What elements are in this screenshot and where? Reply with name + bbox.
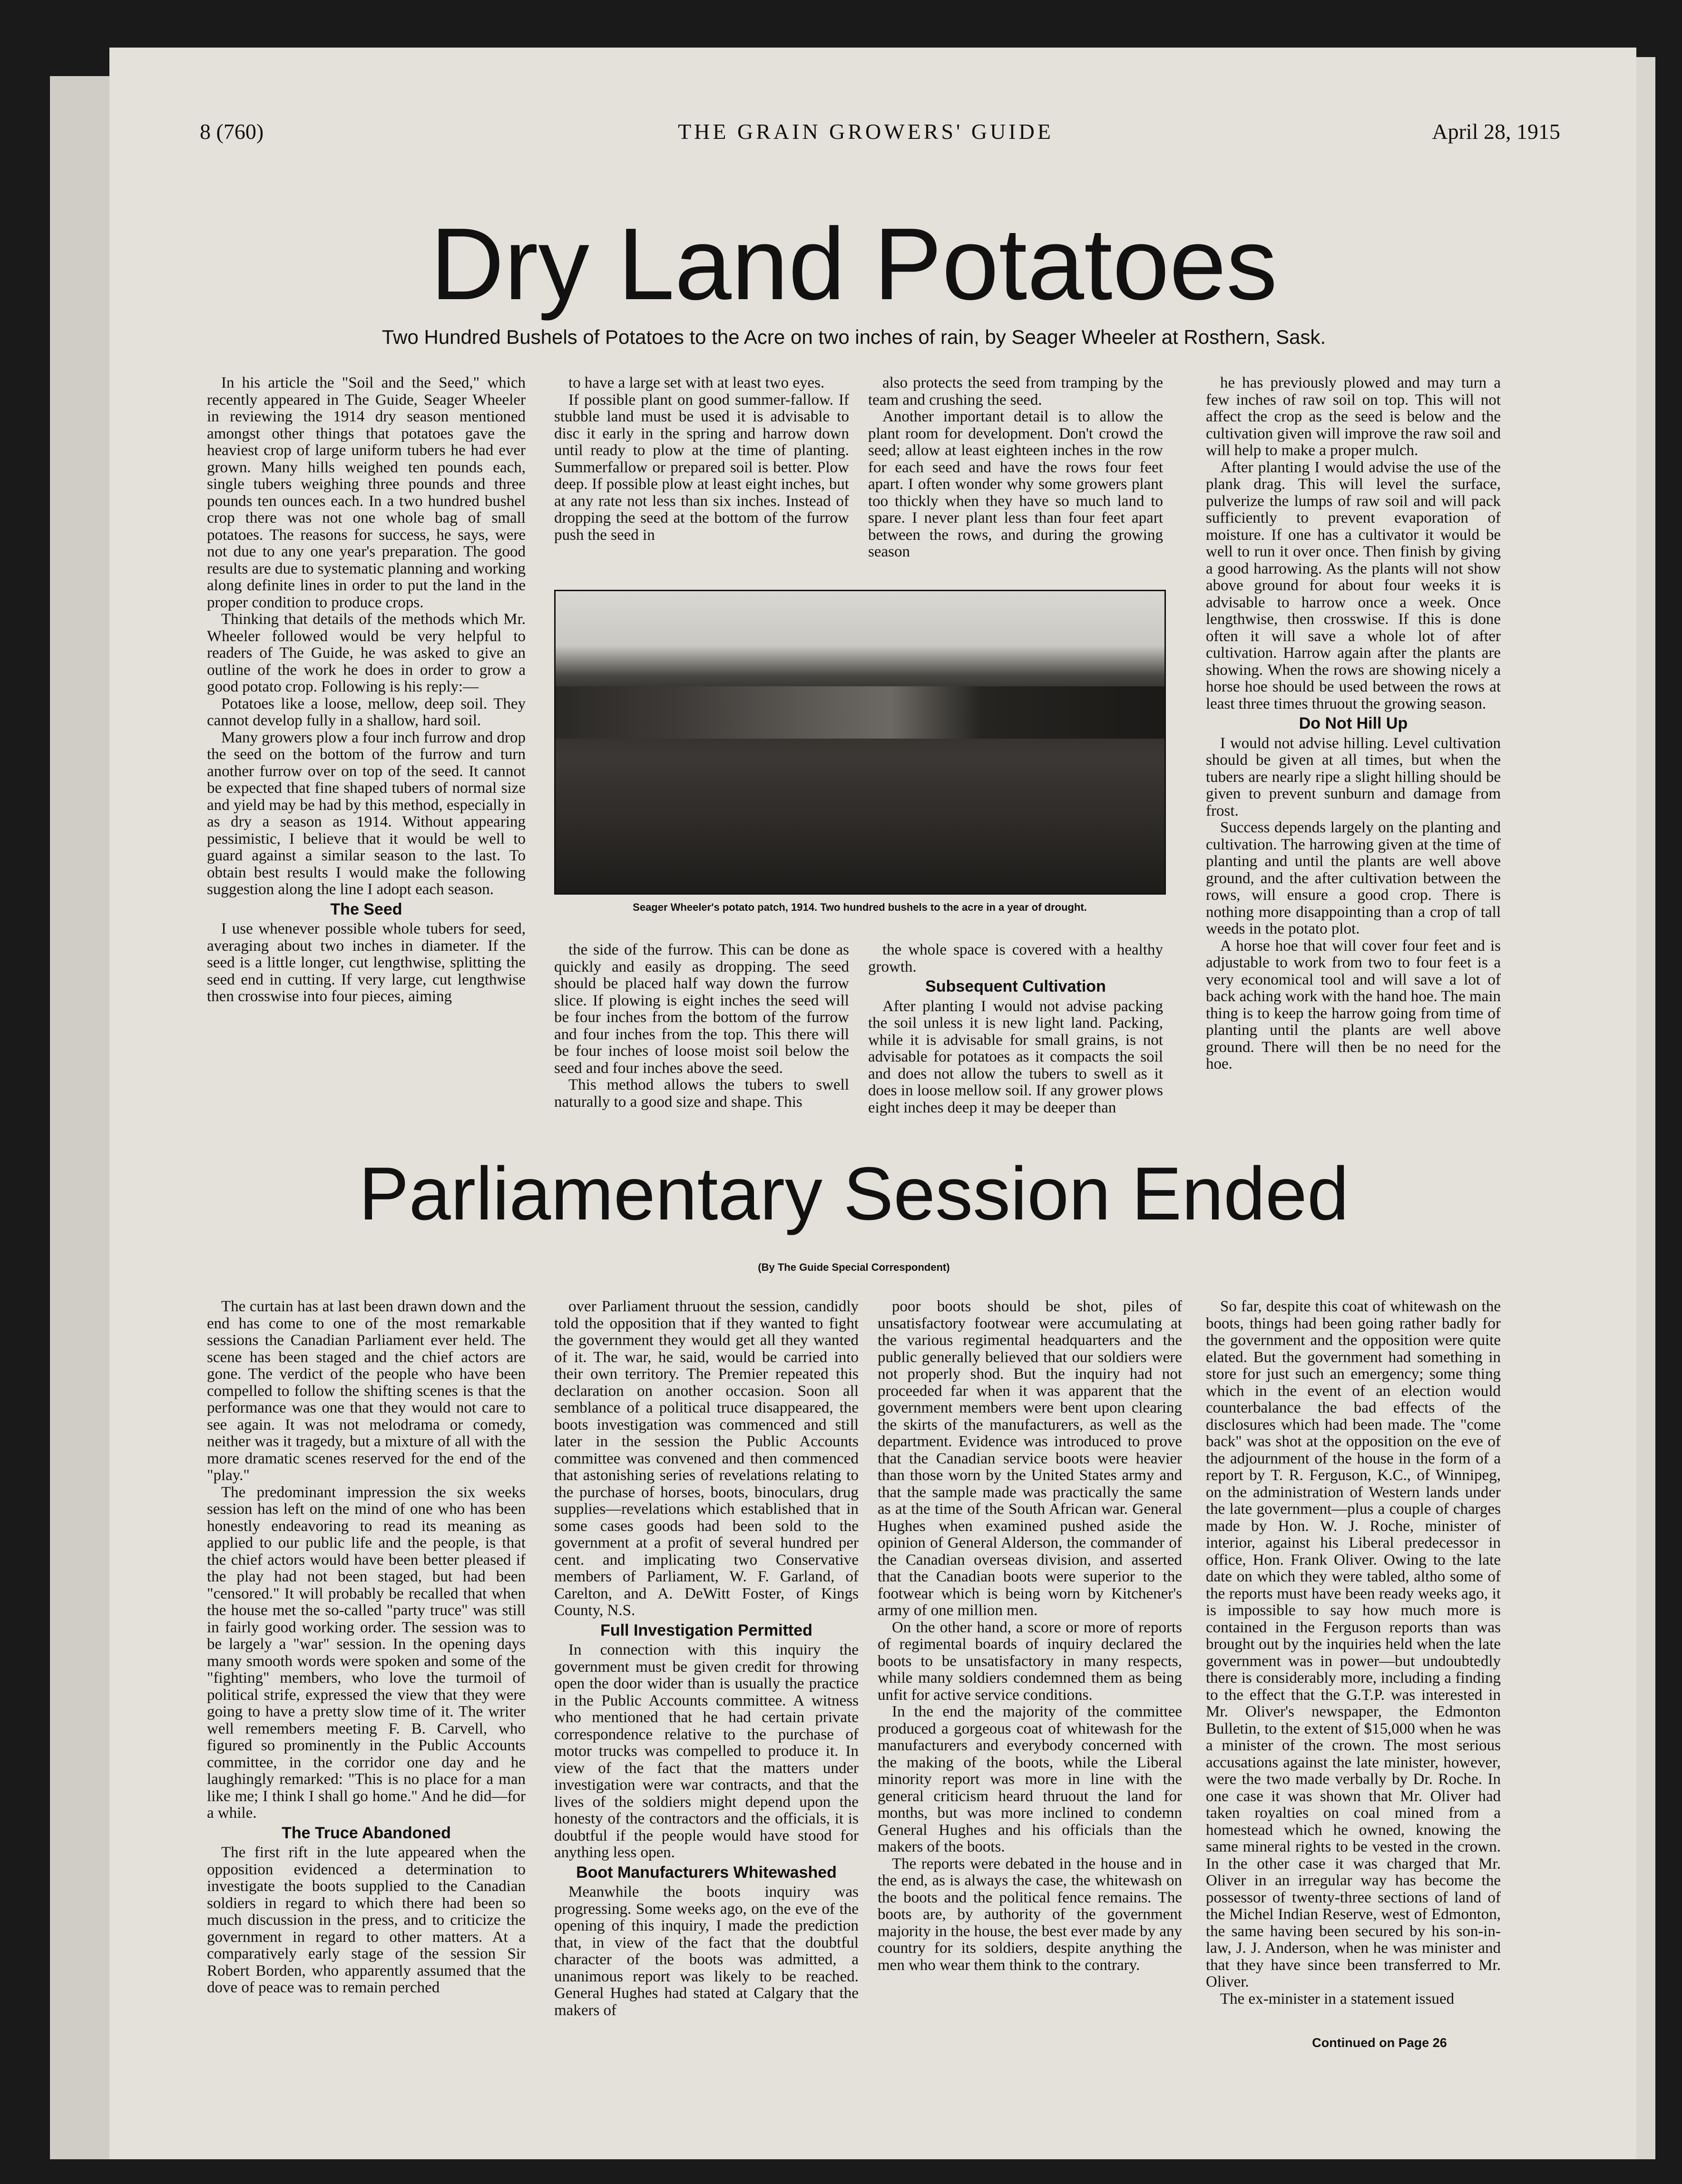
subheading-do-not-hill-up: Do Not Hill Up [1299,714,1408,732]
article1-column-4 [1206,375,1501,1141]
article2-column-1 [207,1298,526,2040]
paragraph: he has previously plowed and may turn a few inches of raw soil on top. This will not affect the crop as the seed is below and the cultivation given will improve the raw soil and will help to make a proper mulch. [1206,375,1501,459]
article2-column-3 [878,1298,1182,2040]
paragraph: I would not advise hilling. Level cultivation should be given at all times, but when the tubers are nearly ripe a slight hilling should be given to prevent sunburn and damage from frost. [1206,734,1501,819]
paragraph: In his article the "Soil and the Seed," which recently appeared in The Guide, Seager Wheeler in reviewing the 1914 dry season mentioned amongst other things that potatoes gave the heaviest crop of large uniform tubers he had ever grown. Many hills weighed ten pounds each, single tubers weighing three pounds and three pounds ten ounces each. In a two hundred bushel crop there was not one whole bag of small potatoes. The reasons for success, he says, were not due to any one year's preparation. The good results are due to systematic planning and working along definite lines in order to put the land in the proper condition to produce crops. [207,375,526,611]
article-byline: (By The Guide Special Correspondent) [758,1261,950,1273]
article2-column-4 [1206,1298,1501,2031]
paragraph: Success depends largely on the planting and cultivation. The harrowing given at the time of planting and until the plants are well above ground, and the after cultivation between the rows, will ensure a good crop. There is nothing more disappointing than a crop of tall weeds in the potato plot. [1206,819,1501,937]
paragraph: A horse hoe that will cover four feet and is adjustable to work from two to four feet is a very economical tool and will save a lot of back aching work with the hand hoe. The main thing is to keep the harrow going from time of planting until the plants are well above ground. There will then be no need for the hoe. [1206,937,1501,1072]
paragraph: This method allows the tubers to swell naturally to a good size and shape. This [554,1076,849,1111]
paragraph: The reports were debated in the house and in the end, as is always the case, the whitewash on the boots and the political fence remains. The boots are, by authority of the government majority in the house, the best ever made by any country for its soldiers, despite anything the men who wear them think to the contrary. [878,1855,1182,1974]
article-title-potatoes: Dry Land Potatoes [430,206,1278,321]
paragraph: Thinking that details of the methods which Mr. Wheeler followed would be very helpful to readers of The Guide, he was asked to give an outline of the work he does in order to grow a good potato crop. Following is his reply:— [207,611,526,695]
article-subtitle-potatoes: Two Hundred Bushels of Potatoes to the Acre on two inches of rain, by Seager Wheeler at Rosthern, Sask. [381,326,1326,348]
publication-name: THE GRAIN GROWERS' GUIDE [678,119,1054,144]
paragraph: over Parliament thruout the session, candidly told the opposition that if they wanted to fight the government they would get all they wanted of it. The war, he said, would be carried into their own territory. The Premier repeated this declaration on another occasion. Soon all semblance of a political truce disappeared, the boots investigation was commenced and still later in the session the Public Accounts committee was convened and then commenced that astonishing series of revelations relating to the purchase of horses, boots, binoculars, drug supplies—revelations which established that in some cases goods had been sold to the government at a profit of several hundred per cent. and implicating two Conservative members of Parliament, W. F. Garland, of Carelton, and A. DeWitt Foster, of Kings County, N.S. [554,1298,859,1619]
paragraph: also protects the seed from tramping by the team and crushing the seed. [868,375,1163,409]
photo-treeline [556,686,1164,739]
article1-column-3-bottom [868,942,1163,1141]
subheading-boot-manufacturers: Boot Manufacturers Whitewashed [576,1863,837,1882]
paragraph: Meanwhile the boots inquiry was progressing. Some weeks ago, on the eve of the opening of this inquiry, I made the prediction that, in view of the fact that the doubtful character of the boots was admitted, a unanimous report was likely to be reached. General Hughes had stated at Calgary that the makers of [554,1883,859,2019]
subheading-full-investigation: Full Investigation Permitted [600,1621,812,1639]
article1-column-3-top [868,375,1163,565]
paragraph: The first rift in the lute appeared when the opposition evidenced a determination to investigate the boots supplied to the Canadian soldiers in regard to which there had been so much discussion in the press, and to criticize the government in regard to other matters. At a comparatively early stage of the session Sir Robert Borden, who apparently assumed that the dove of peace was to remain perched [207,1844,526,1996]
paragraph: The ex-minister in a statement issued [1220,1990,1455,2008]
paragraph: After planting I would not advise packing the soil unless it is new light land. Packing, while it is advisable for small grains, is not advisable for potatoes as it compacts the soil and does not allow the tubers to swell as it does in loose mellow soil. If any grower plows eight inches deep it may be deeper than [868,997,1163,1116]
page-header [200,119,1627,157]
paragraph: The predominant impression the six weeks session has left on the mind of one who has been honestly endeavoring to read its meaning as applied to our public life and the people, is that the chief actors would have been better pleased if the play had not been staged, but had been "censored." It will probably be recalled that when the house met the so-called "party truce" was still in fairly good working order. The session was to be largely a "war" session. In the opening days many smooth words were spoken and some of the "fighting" members, who love the turmoil of political strife, expressed the view that they were going to have a pretty slow time of it. The writer well remembers meeting F. B. Carvell, who figured so prominently in the Public Accounts committee, in the corridor one day and he laughingly remarked: "This is no place for a man like me; I think I shall go home." And he did—for a while. [207,1483,526,1822]
article2-column-2 [554,1298,859,2040]
paragraph: On the other hand, a score or more of reports of regimental boards of inquiry declared the boots to be unsatisfactory in many respects, while many soldiers condemned them as being unfit for active service conditions. [878,1618,1182,1704]
page-edge-left [50,76,109,2159]
paragraph: The curtain has at last been drawn down and the end has come to one of the most remarkable sessions the Canadian Parliament ever held. The scene has been staged and the chief actors are gone. The verdict of the people who have been compelled to follow the shifting scenes is that the performance was one that they would not care to see again. It was not melodrama or comedy, neither was it tragedy, but a mixture of all with the more dramatic scenes reserved for the end of the "play." [207,1298,526,1484]
potato-patch-photo [554,590,1166,895]
article1-column-1 [207,375,526,1141]
paragraph: the side of the furrow. This can be done as quickly and easily as dropping. The seed should be placed half way down the furrow slice. If plowing is eight inches the seed will be four inches from the bottom of the furrow and four inches from the top. This there will be four inches of loose moist soil below the seed and four inches above the seed. [554,942,849,1077]
page-edge-right [1636,57,1655,2159]
paragraph: In the end the majority of the committee produced a gorgeous coat of whitewash for the manufacturers and everybody concerned with the making of the boots, while the Liberal minority report was more in line with the general criticism heard thruout the land for months, but was more inclined to condemn General Hughes and his officials than the makers of the boots. [878,1703,1182,1855]
article1-column-2-top [554,375,849,565]
paragraph: poor boots should be shot, piles of unsatisfactory footwear were accumulating at the various regimental headquarters and the public generally believed that our soldiers were not properly shod. But the inquiry had not proceeded far when it was apparent that the government members were bent upon clearing the skirts of the manufacturers, as well as the department. Evidence was introduced to prove that the Canadian service boots were heavier than those worn by the United States army and that the sample made was practically the same as at the time of the South African war. General Hughes when examined pushed aside the opinion of General Alderson, the commander of the Canadian overseas division, and asserted that the Canadian boots were superior to the footwear which is being worn by Kitchener's army of one million men. [878,1298,1182,1619]
newspaper-page [109,48,1636,2159]
subheading-the-seed: The Seed [330,900,402,918]
paragraph: If possible plant on good summer-fallow. If stubble land must be used it is advisable to disc it early in the spring and harrow down until ready to plow at the time of planting. Summerfallow or prepared soil is better. Plow deep. If possible plow at least eight inches, but at any rate not less than six inches. Instead of dropping the seed at the bottom of the furrow push the seed in [554,391,849,544]
subheading-subsequent-cultivation: Subsequent Cultivation [925,977,1106,995]
photo-caption: Seager Wheeler's potato patch, 1914. Two hundred bushels to the acre in a year of drought. [633,901,1087,913]
paragraph: to have a large set with at least two eyes. [568,375,825,391]
continued-notice: Continued on Page 26 [1312,2036,1447,2050]
paragraph: After planting I would advise the use of the plank drag. This will level the surface, pulverize the lumps of raw soil and will pack sufficiently to prevent evaporation of moisture. If one has a cultivator it would be well to run it over once. Then finish by giving a good harrowing. As the plants will not show above ground for about four weeks it is advisable to harrow once a week. Once lengthwise, then crosswise. If this is done often it will save a whole lot of after cultivation. Harrow again after the plants are showing. When the rows are showing nicely a horse hoe should be used between the rows at least three times thruout the growing season. [1206,458,1501,712]
paragraph: In connection with this inquiry the government must be given credit for throwing open the door wider than is usually the practice in the Public Accounts committee. A witness who mentioned that he had certain private correspondence relative to the purchase of motor trucks was compelled to produce it. In view of the fact that the matters under investigation were war contracts, and that the lives of the soldiers might depend upon the honesty of the contractors and the officials, it is doubtful if the people would have stood for anything less open. [554,1641,859,1861]
subheading-truce-abandoned: The Truce Abandoned [282,1823,451,1842]
paragraph: So far, despite this coat of whitewash on the boots, things had been going rather badly for the government and the opposition were quite elated. But the government had something in store for just such an emergency; some thing which in the event of an election would counterbalance the bad effects of the disclosures which had been made. The "come back" was shot at the opposition on the eve of the adjournment of the house in the form of a report by T. R. Ferguson, K.C., of Winnipeg, on the administration of Western lands under the late government—plus a couple of charges made by Hon. W. J. Roche, minister of interior, against his Liberal predecessor in office, Hon. Frank Oliver. Owing to the late date on which they were tabled, altho some of the reports must have been ready weeks ago, it is impossible to say how much more is contained in the Ferguson reports than was brought out by the inquiries held when the late government was in power—but undoubtedly there is considerably more, including a finding to the effect that the G.T.P. was interested in Mr. Oliver's newspaper, the Edmonton Bulletin, to the extent of $15,000 when he was a minister of the crown. The most serious accusations against the late minister, however, were the two made verbally by Dr. Roche. In one case it was shown that Mr. Oliver had taken royalties on coal mined from a homestead which he owned, knowing the same mineral rights to be vested in the crown. In the other case it was charged that Mr. Oliver in an irregular way has become the possessor of twenty-three sections of land of the Michel Indian Reserve, west of Edmonton, the same having been secured by his son-in-law, J. J. Anderson, when he was minister and that they have since been transferred to Mr. Oliver. [1206,1298,1501,1990]
issue-date: April 28, 1915 [1432,119,1560,144]
page-number: 8 (760) [200,119,264,144]
paragraph: Many growers plow a four inch furrow and drop the seed on the bottom of the furrow and turn another furrow over on top of the seed. It cannot be expected that fine shaped tubers of normal size and yield may be had by this method, especially in as dry a season as 1914. Without appearing pessimistic, I believe that it would be well to guard against a similar season to the last. To obtain best results I would make the following suggestion along the line I adopt each season. [207,729,526,898]
paragraph: Potatoes like a loose, mellow, deep soil. They cannot develop fully in a shallow, hard soil. [207,695,526,729]
paragraph: the whole space is covered with a healthy growth. [868,942,1163,975]
article-title-parliament: Parliamentary Session Ended [359,1152,1349,1236]
paragraph: I use whenever possible whole tubers for seed, averaging about two inches in diameter. If the seed is a little longer, cut lengthwise, splitting the seed end in cutting. If very large, cut lengthwise then crosswise into four pieces, aiming [207,920,526,1005]
article1-column-2-bottom [554,942,849,1141]
paragraph: Another important detail is to allow the plant room for development. Don't crowd the seed; allow at least eighteen inches in the row for each seed and have the rows four feet apart. I often wonder why some growers plant too thickly when they have so much land to spare. I never plant less than four feet apart between the rows, and during the growing season [868,408,1163,560]
